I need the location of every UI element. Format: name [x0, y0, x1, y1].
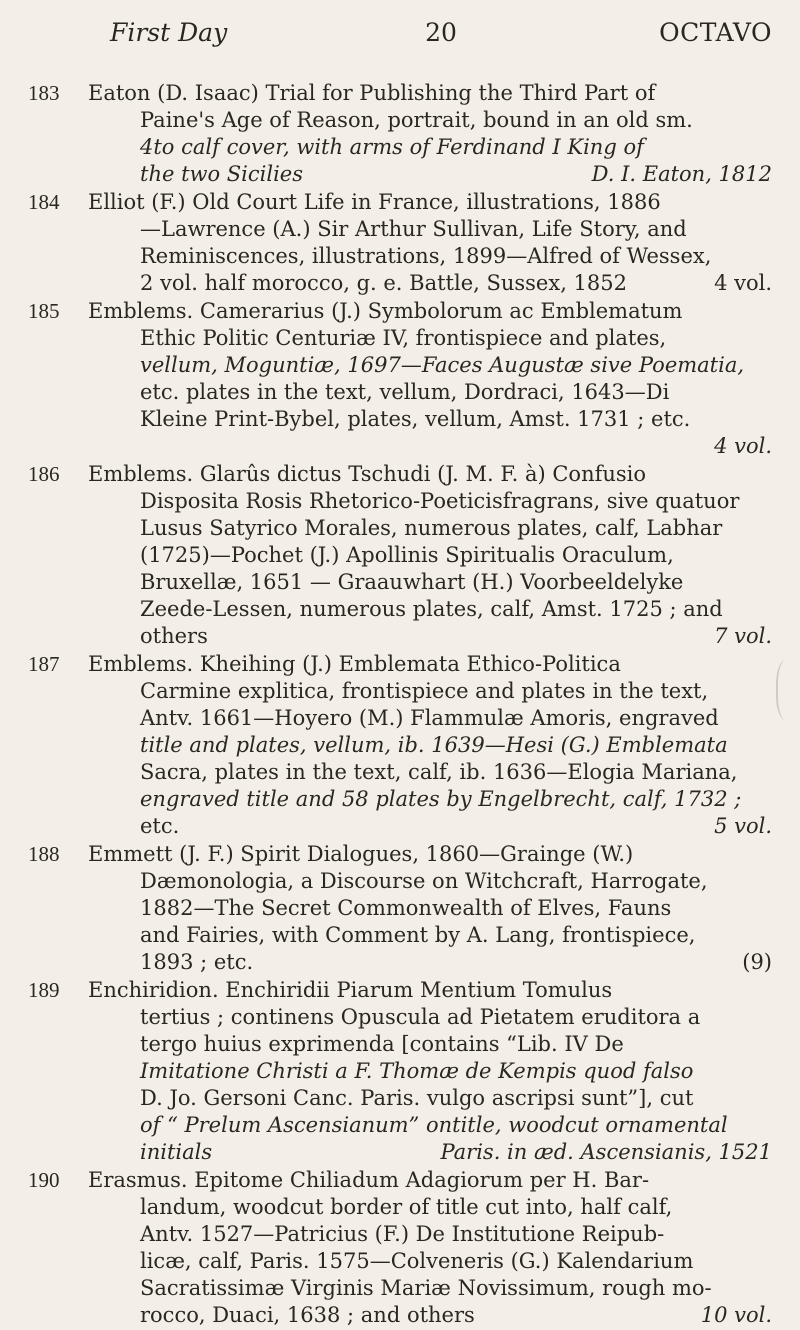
entry-line: Paine's Age of Reason, portrait, bound in an old sm. [140, 108, 693, 132]
catalogue-entry-184 [28, 189, 772, 297]
entry-line: vellum, Moguntiæ, 1697—Faces Augustæ sive Poematia, [140, 353, 745, 377]
entry-line: landum, woodcut border of title cut into, half calf, [140, 1195, 673, 1219]
lot-number: 188 [28, 842, 60, 866]
entry-line: title and plates, vellum, ib. 1639—Hesi (G.) Emblemata [140, 733, 728, 757]
entry-line: and Fairies, with Comment by A. Lang, frontispiece, [140, 923, 696, 947]
entry-line: rocco, Duaci, 1638 ; and others 10 vol. [140, 1303, 772, 1327]
entry-line: Imitatione Christi a F. Thomæ de Kempis quod falso [140, 1059, 694, 1083]
entry-line: 1893 ; etc. (9) [140, 950, 772, 974]
entry-line: of “ Prelum Ascensianum” ontitle, woodcut ornamental [140, 1113, 728, 1137]
entry-line: tergo huius exprimenda [contains “Lib. IV De [140, 1032, 624, 1056]
catalogue-entry-189 [28, 977, 772, 1166]
catalogue-entries [28, 80, 772, 1330]
lot-number: 186 [28, 462, 60, 486]
catalogue-entry-188 [28, 841, 772, 976]
lot-number: 189 [28, 978, 60, 1002]
entry-line: Emblems. Camerarius (J.) Symbolorum ac Emblematum [88, 299, 683, 323]
entry-line: Zeede-Lessen, numerous plates, calf, Amst. 1725 ; and [140, 597, 723, 621]
lot-number: 185 [28, 299, 60, 323]
entry-line: 2 vol. half morocco, g. e. Battle, Sussex, 1852 4 vol. [140, 271, 772, 295]
lot-number: 183 [28, 81, 60, 105]
entry-line: Emblems. Kheihing (J.) Emblemata Ethico-Politica [88, 652, 621, 676]
entry-line: Eaton (D. Isaac) Trial for Publishing the Third Part of [88, 81, 656, 105]
entry-line: Sacratissimæ Virginis Mariæ Novissimum, rough mo- [140, 1276, 712, 1300]
page-header [110, 18, 772, 58]
entry-line: Kleine Print-Bybel, plates, vellum, Amst. 1731 ; etc. [140, 407, 691, 431]
lot-number: 190 [28, 1168, 60, 1192]
catalogue-entry-190 [28, 1167, 772, 1329]
entry-line: D. Jo. Gersoni Canc. Paris. vulgo ascripsi sunt”], cut [140, 1086, 694, 1110]
entry-line: 4to calf cover, with arms of Ferdinand I King of [140, 135, 644, 159]
entry-line: Reminiscences, illustrations, 1899—Alfred of Wessex, [140, 244, 712, 268]
entry-line: —Lawrence (A.) Sir Arthur Sullivan, Life Story, and [140, 217, 687, 241]
entry-line: Elliot (F.) Old Court Life in France, illustrations, 1886 [88, 190, 661, 214]
entry-line: Carmine explitica, frontispiece and plates in the text, [140, 679, 709, 703]
entry-line: (1725)—Pochet (J.) Apollinis Spiritualis Oraculum, [140, 543, 674, 567]
running-head-left: First Day [110, 18, 228, 47]
entry-line: the two Sicilies D. I. Eaton, 1812 [140, 162, 772, 186]
catalogue-entry-187 [28, 651, 772, 840]
page-edge-mark [776, 660, 800, 720]
entry-line: 1882—The Secret Commonwealth of Elves, Fauns [140, 896, 672, 920]
volume-count: 4 vol. [714, 434, 772, 458]
entry-line: Ethic Politic Centuriæ IV, frontispiece and plates, [140, 326, 667, 350]
lot-number: 184 [28, 190, 60, 214]
entry-line: Bruxellæ, 1651 — Graauwhart (H.) Voorbeeldelyke [140, 570, 684, 594]
entry-line: Erasmus. Epitome Chiliadum Adagiorum per H. Bar- [88, 1168, 650, 1192]
catalogue-entry-183 [28, 80, 772, 188]
entry-line: Emmett (J. F.) Spirit Dialogues, 1860—Grainge (W.) [88, 842, 634, 866]
running-head-right: OCTAVO [659, 18, 772, 47]
entry-line: Antv. 1527—Patricius (F.) De Institutione Reipub- [140, 1222, 665, 1246]
entry-line: initials Paris. in æd. Ascensianis, 1521 [140, 1140, 772, 1164]
entry-line: Enchiridion. Enchiridii Piarum Mentium Tomulus [88, 978, 613, 1002]
entry-line: Antv. 1661—Hoyero (M.) Flammulæ Amoris, engraved [140, 706, 719, 730]
entry-line: Disposita Rosis Rhetorico-Poeticisfragrans, sive quatuor [140, 489, 740, 513]
entry-line: etc. 5 vol. [140, 814, 772, 838]
entry-line: engraved title and 58 plates by Engelbrecht, calf, 1732 ; [140, 787, 742, 811]
catalogue-entry-185 [28, 298, 772, 460]
entry-line: Emblems. Glarûs dictus Tschudi (J. M. F. à) Confusio [88, 462, 647, 486]
catalogue-entry-186 [28, 461, 772, 650]
entry-line: licæ, calf, Paris. 1575—Colveneris (G.) Kalendarium [140, 1249, 694, 1273]
lot-number: 187 [28, 652, 60, 676]
entry-line: Dæmonologia, a Discourse on Witchcraft, Harrogate, [140, 869, 708, 893]
entry-line: etc. plates in the text, vellum, Dordraci, 1643—Di [140, 380, 670, 404]
entry-line: Sacra, plates in the text, calf, ib. 1636—Elogia Mariana, [140, 760, 738, 784]
entry-line: others 7 vol. [140, 624, 772, 648]
page-number: 20 [425, 18, 457, 47]
entry-line: tertius ; continens Opuscula ad Pietatem eruditora a [140, 1005, 701, 1029]
entry-line: Lusus Satyrico Morales, numerous plates, calf, Labhar [140, 516, 723, 540]
